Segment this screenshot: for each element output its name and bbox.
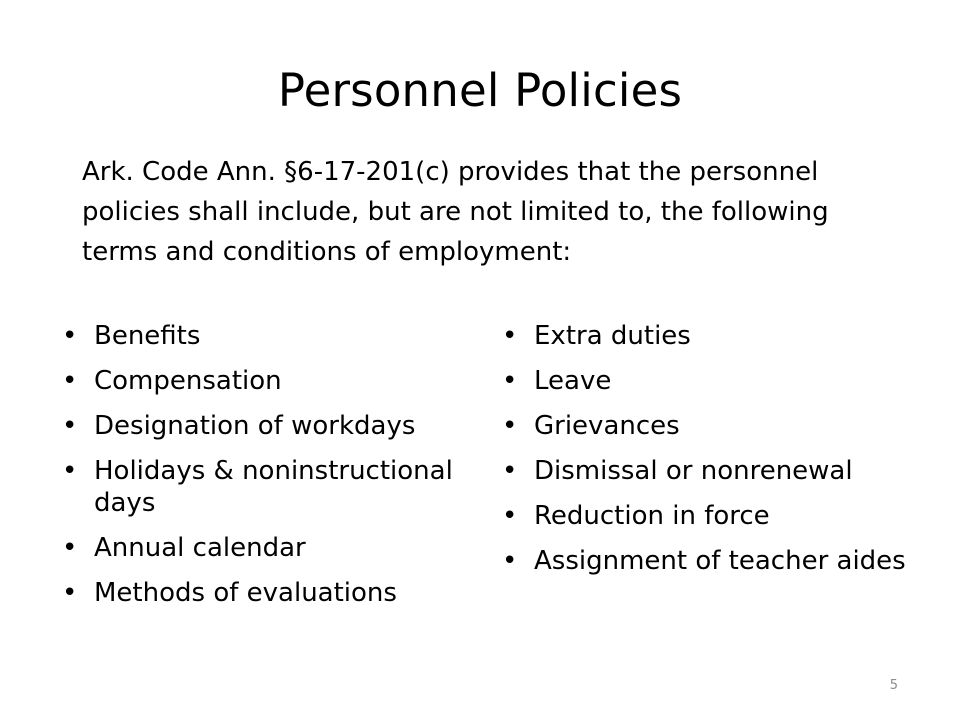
bullet-icon: • — [502, 456, 518, 486]
list-item — [60, 577, 460, 609]
list-item-text: Grievances — [534, 411, 680, 441]
bullet-icon: • — [62, 533, 78, 563]
list-item-text: Annual calendar — [94, 533, 306, 563]
list-item-text: Methods of evaluations — [94, 578, 397, 608]
bullet-icon: • — [62, 456, 78, 486]
list-item-text: Holidays & noninstructional days — [94, 456, 453, 518]
list-item — [500, 365, 920, 397]
list-item-text: Assignment of teacher aides — [534, 546, 906, 576]
list-item-text: Designation of workdays — [94, 411, 416, 441]
list-item — [500, 500, 920, 532]
list-item-text: Benefits — [94, 321, 201, 351]
bullet-icon: • — [502, 411, 518, 441]
list-item — [500, 320, 920, 352]
page-number: 5 — [889, 678, 898, 693]
list-item — [60, 320, 460, 352]
list-item-text: Dismissal or nonrenewal — [534, 456, 853, 486]
bullet-icon: • — [62, 578, 78, 608]
list-item — [60, 410, 460, 442]
list-item — [60, 455, 460, 519]
list-item — [60, 532, 460, 564]
bullet-icon: • — [62, 366, 78, 396]
list-item-text: Reduction in force — [534, 501, 770, 531]
bullet-icon: • — [62, 411, 78, 441]
list-item-text: Compensation — [94, 366, 282, 396]
list-item-text: Leave — [534, 366, 612, 396]
left-bullet-list — [60, 320, 460, 622]
bullet-icon: • — [502, 366, 518, 396]
intro-paragraph: Ark. Code Ann. §6-17-201(c) provides that the personnel policies shall include, but are not limited to, the following terms and conditions of employment: — [82, 157, 829, 267]
right-bullet-list — [500, 320, 920, 590]
bullet-icon: • — [502, 546, 518, 576]
list-item — [500, 455, 920, 487]
list-item — [500, 410, 920, 442]
slide-title: Personnel Policies — [277, 64, 683, 117]
list-item — [60, 365, 460, 397]
bullet-icon: • — [62, 321, 78, 351]
list-item — [500, 545, 920, 577]
bullet-icon: • — [502, 501, 518, 531]
list-item-text: Extra duties — [534, 321, 691, 351]
bullet-icon: • — [502, 321, 518, 351]
